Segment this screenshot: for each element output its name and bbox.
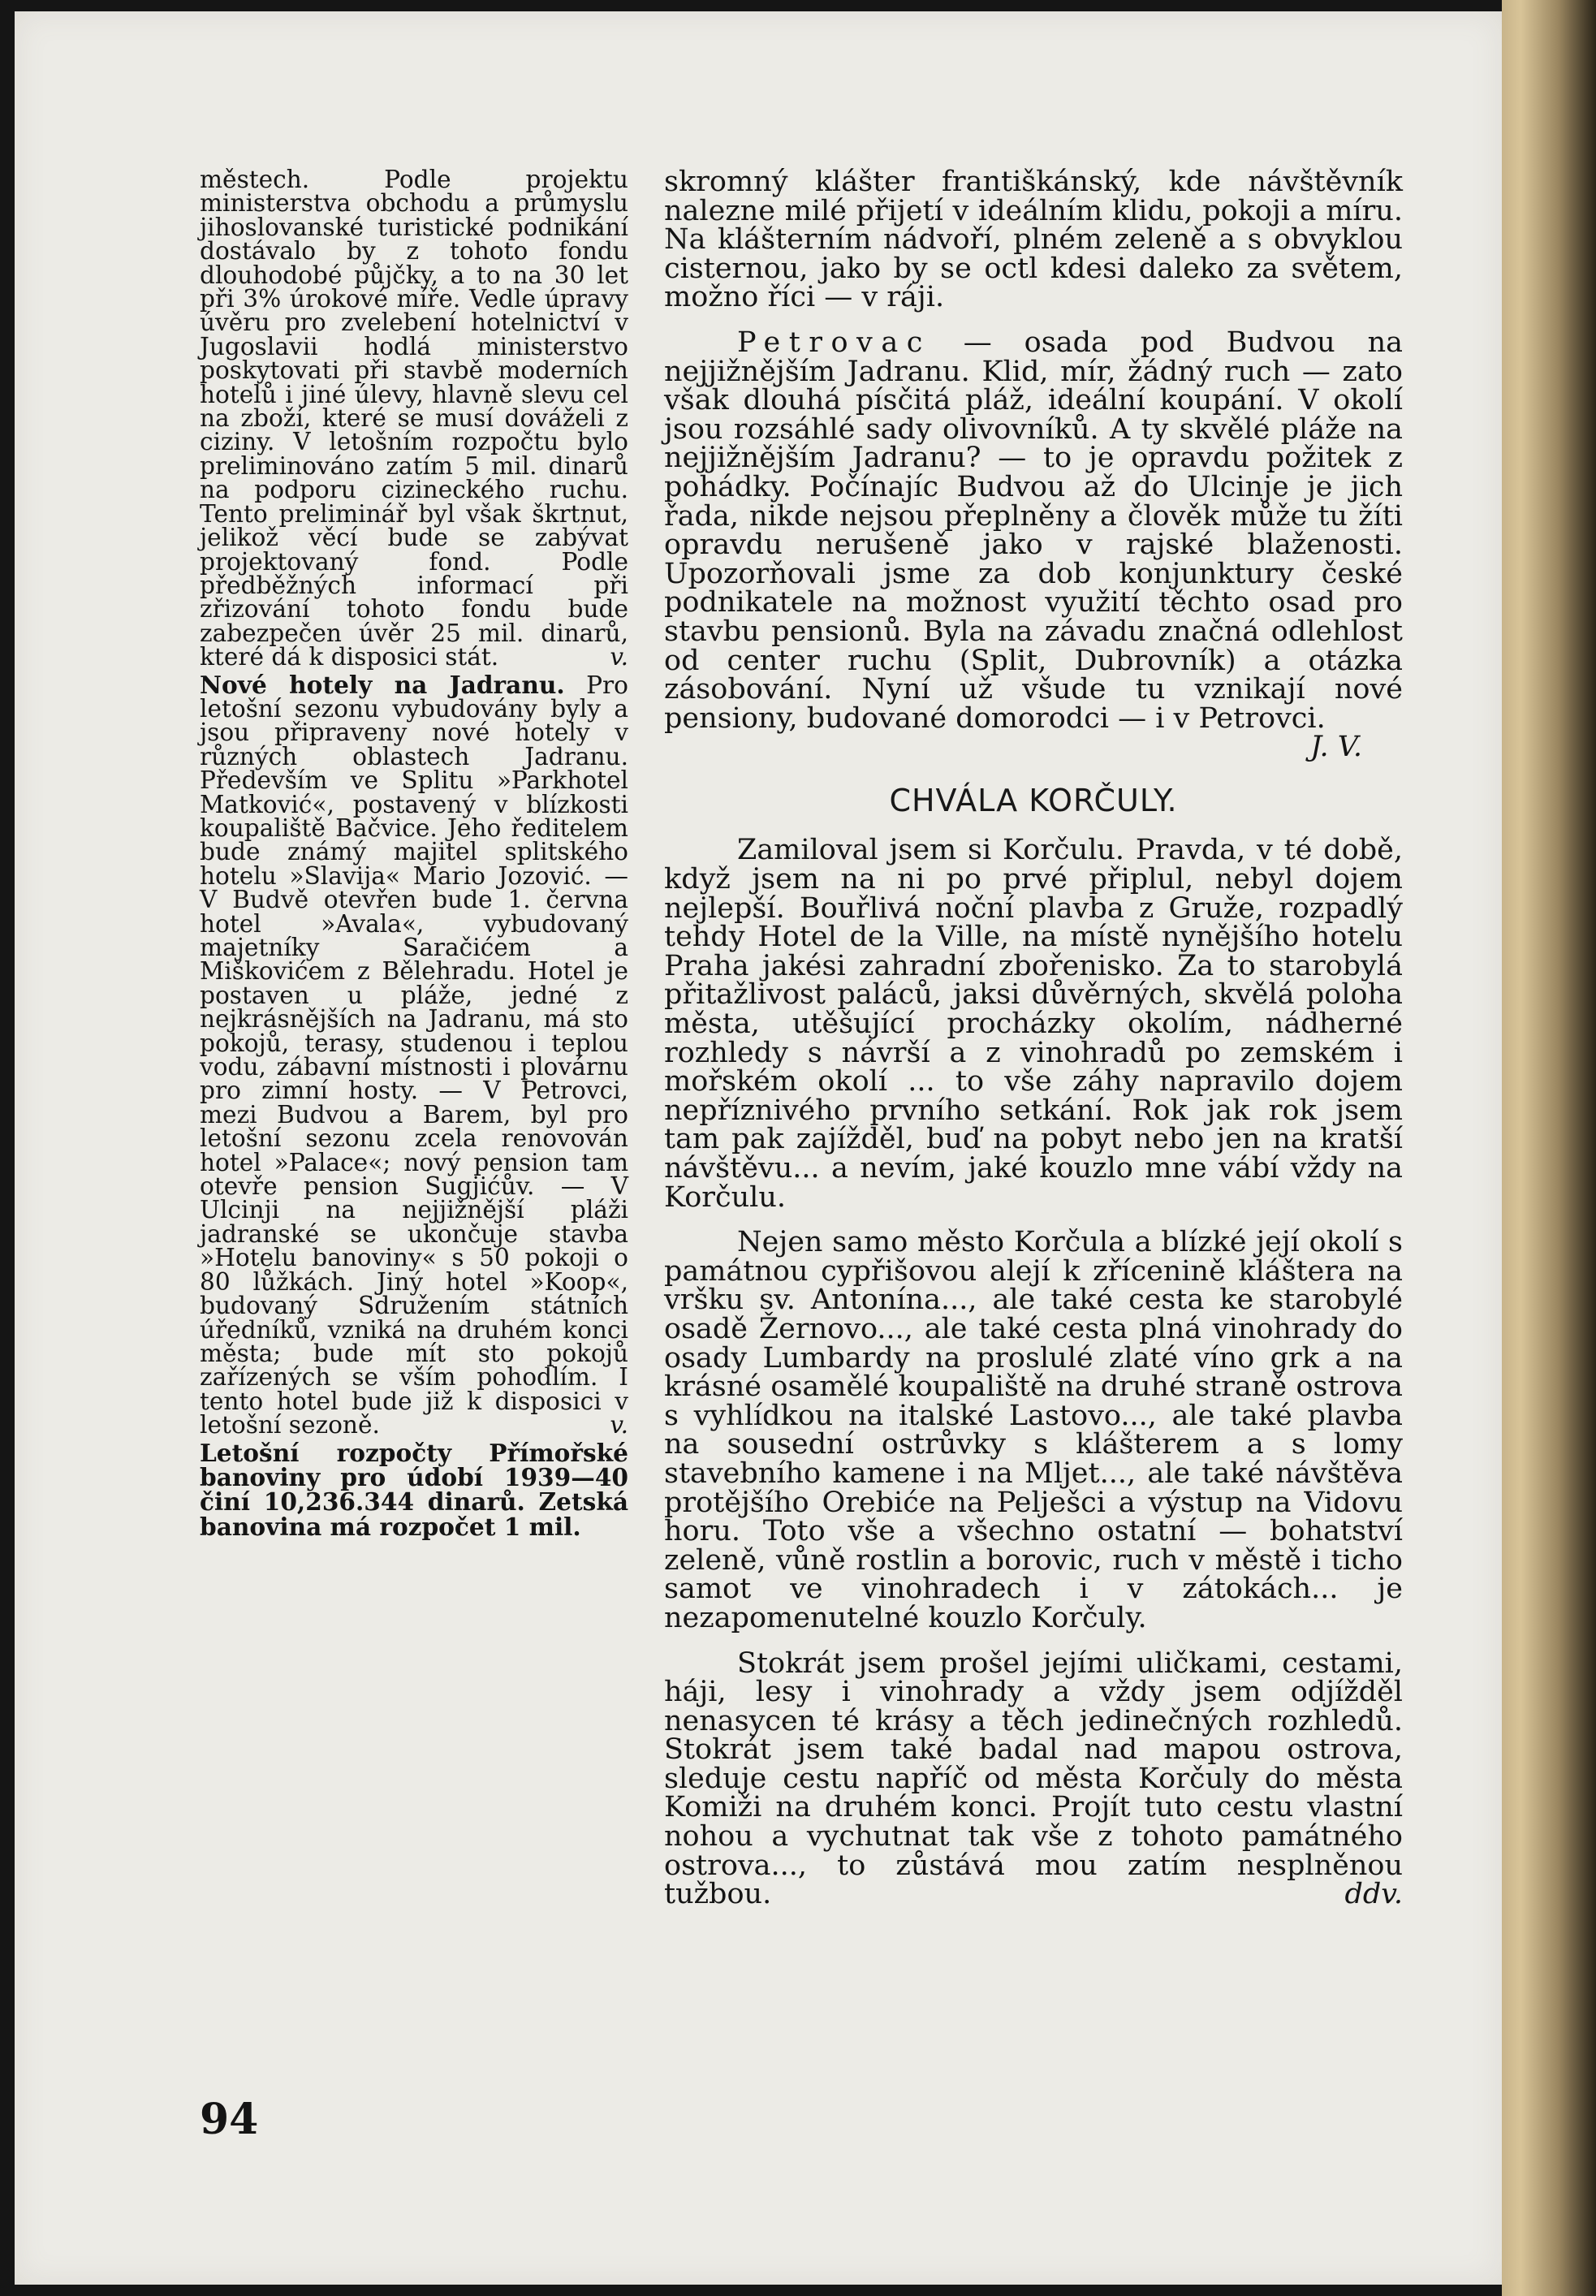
page-number: 94 (200, 2095, 259, 2144)
left-paragraph-1 (200, 168, 628, 670)
section-head-hotels: Nové hotely na Jadranu. (200, 670, 565, 699)
left-paragraph-3-text: pro údobí 1939—40 činí 10,236.344 dinarů. Zetská banovina má rozpočet 1 mil. (200, 1462, 628, 1541)
korcula-paragraph-3-text: Stokrát jsem prošel jejími uličkami, cestami, háji, lesy i vinohrady a vždy jsem odjížděl nenasycen té krásy a těch jedinečných rozhledů. Stokrát jsem také badal nad mapou ostrova, sleduje cestu napříč od města Korčuly do města Komiži na druhém konci. Projít tuto cestu vlastní nohou a vychutnat tak vše z tohoto památného ostrova..., to zůstává mou zatím nesplněnou tužbou. (664, 1646, 1403, 1911)
left-paragraph-1-text: městech. Podle projektu ministerstva obchodu a průmyslu jihoslovanské turistické podnikání dostávalo by z tohoto fondu dlouhodobé půjčky, a to na 30 let při 3% úrokové míře. Vedle úpravy úvěru pro zvelebení hotelnictví v Jugoslavii hodlá ministerstvo poskytovati při stavbě moderních hotelů i jiné úlevy, hlavně slevu cel na zboží, které se musí dováželi z ciziny. V letošním rozpočtu bylo preliminováno zatím 5 mil. dinarů na podporu cizineckého ruchu. Tento preliminář byl však škrtnut, jelikož věcí bude se zabývat projektovaný fond. Podle předběžných informací při zřizování tohoto fondu bude zabezpečen úvěr 25 mil. dinarů, které dá k disposici stát. (200, 166, 628, 671)
right-signature-2: ddv. (1344, 1878, 1403, 1911)
left-paragraph-3 (200, 1438, 628, 1541)
left-signature-2: v. (610, 1411, 628, 1439)
left-paragraph-2-text: Pro letošní sezonu vybudovány byly a jsou připraveny nové hotely v různých oblastech Jadranu. Především ve Splitu »Parkhotel Matković«, postavený v blízkosti koupaliště Bačvice. Jeho ředitelem bude známý majitel splitského hotelu »Slavija« Mario Jozović. — V Budvě otevřen bude 1. června hotel »Avala«, vybudovaný majetníky Saračićem a Miškovićem z Bělehradu. Hotel je postaven u pláže, jedné z nejkrásnějších na Jadranu, má sto pokojů, terasy, studenou i teplou vodu, zábavní místnosti i plovárnu pro zimní hosty. — V Petrovci, mezi Budvou a Barem, byl pro letošní sezonu zcela renovován hotel »Palace«; nový pension tam otevře pension Sugjićův. — V Ulcinji na nejjižnější pláži jadranské se ukončuje stavba »Hotelu banoviny« s 50 pokoji o 80 lůžkách. Jiný hotel »Koop«, budovaný Sdružením státních úředníků, vzniká na druhém konci města; bude mít sto pokojů zařízených se vším pohodlím. I tento hotel bude již k disposici v letošní sezoně. (200, 671, 628, 1439)
right-intro: skromný klášter františkánský, kde návštěvník nalezne milé přijetí v ideálním klidu, pokoji a míru. Na klášterním nádvoří, plném zeleně a s obvyklou cisternou, jako by se octl kdesi daleko za světem, možno říci — v ráji. (664, 166, 1403, 314)
right-petrovac (664, 326, 1403, 735)
left-signature-1: v. (610, 643, 628, 671)
page-edge (1502, 0, 1596, 2296)
right-signature-1: J. V. (1310, 731, 1362, 764)
section-head-budgets: Letošní rozpočty Přímořské banoviny (200, 1438, 628, 1491)
petrovac-word: Petrovac (737, 326, 931, 359)
korcula-paragraph-1: Zamiloval jsem si Korčulu. Pravda, v té době, když jsem na ni po prvé připlul, nebyl dojem nejlepší. Bouřlivá noční plavba z Gruže, rozpadlý tehdy Hotel de la Ville, na místě nynějšího hotelu Praha jakési zahradní zbořenisko. Za to starobylá přitažlivost paláců, jaksi důvěrných, skvělá poloha města, utěšující procházky okolím, nádherné rozhledy s návrší a z vinohradů po zemském i mořském okolí ... to vše záhy napravilo dojem nepříznivého prvního setkání. Rok jak rok jsem tam pak zajížděl, buď na pobyt nebo jen na kratší návštěvu... a nevím, jaké kouzlo mne vábí vždy na Korčulu. (664, 834, 1403, 1214)
right-column (664, 168, 1403, 1910)
korcula-paragraph-3 (664, 1646, 1403, 1911)
left-column (200, 168, 628, 1539)
article-heading: CHVÁLA KORČULY. (889, 782, 1178, 818)
left-paragraph-2 (200, 670, 628, 1439)
korcula-paragraph-2: Nejen samo město Korčula a blízké její okolí s památnou cypřišovou alejí k zřícenině kláštera na vršku sv. Antonína..., ale také cesta ke starobylé osadě Žernovo..., ale také cesta plná vinohrady do osady Lumbardy na proslulé zlaté víno grk a na krásné osamělé koupaliště na druhé straně ostrova s vyhlídkou na italské Lastovo..., ale také plavba na sousední ostrůvky s klášterem a s lomy stavebního kamene i na Mljet..., ale také návštěva protějšího Orebiće na Pelješci a výstup na Vidovu horu. Toto vše a všechno ostatní — bohatství zeleně, vůně rostlin a borovic, ruch v městě i ticho samot ve vinohradech i v zátokách... je nezapomenutelné kouzlo Korčuly. (664, 1226, 1403, 1634)
petrovac-text: — osada pod Budvou na nejjižnějším Jadranu. Klid, mír, žádný ruch — zato však dlouhá písčitá pláž, ideální koupání. V okolí jsou rozsáhlé sady olivovníků. A ty skvělé pláže na nejjižnějším Jadranu? — to je opravdu požitek z pohádky. Počínajíc Budvou až do Ulcinje je jich řada, nikde nejsou přeplněny a člověk může tu žíti opravdu nerušeně jako v rajské blaženosti. Upozorňovali jsme za dob konjunktury české podnikatele na možnost využití těchto osad pro stavbu pensionů. Byla na závadu značná odlehlost od center ruchu (Split, Dubrovník) a otázka zásobování. Nyní už všude tu vznikají nové pensiony, budované domorodci — i v Petrovci. (664, 326, 1403, 735)
